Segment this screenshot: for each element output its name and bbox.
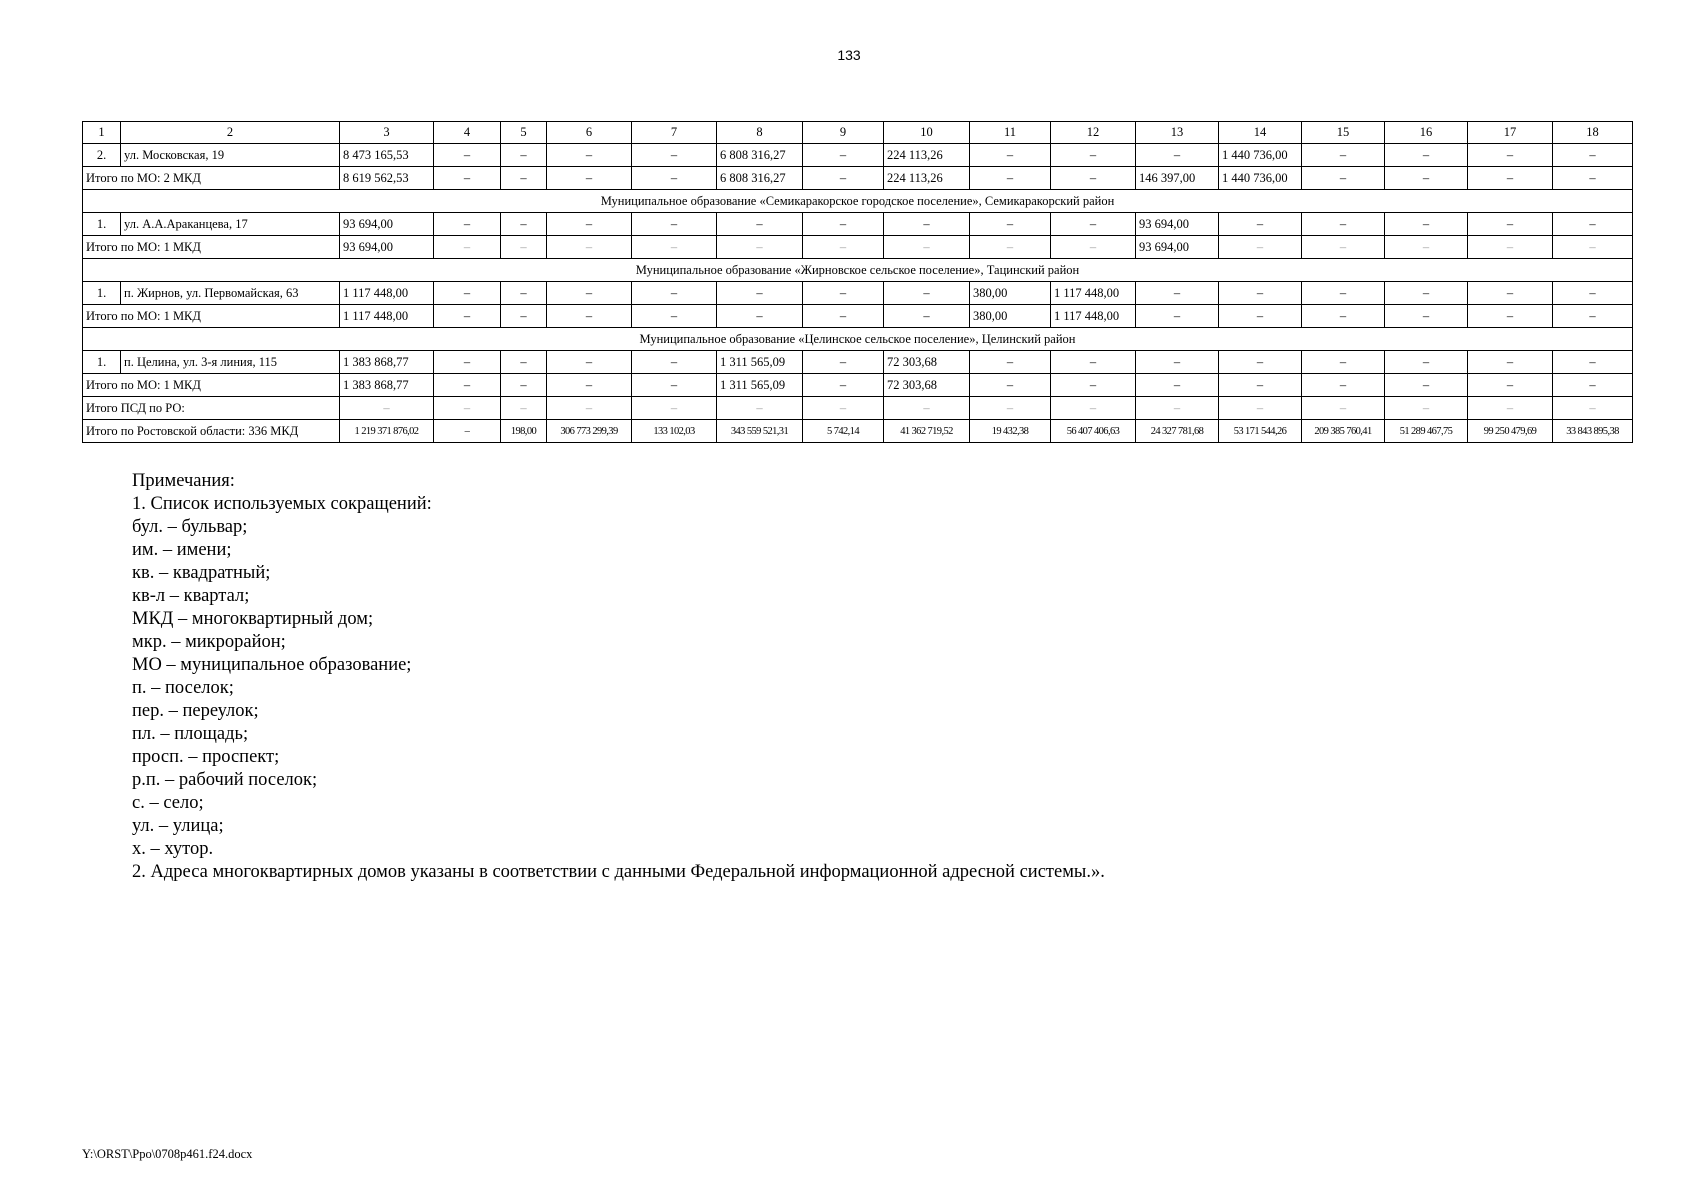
value-cell: – (1219, 236, 1302, 259)
note-line: ул. – улица; (132, 816, 224, 836)
value-cell: – (1385, 213, 1468, 236)
value-cell: – (434, 351, 501, 374)
municipality-name: Муниципальное образование «Целинское сельское поселение», Целинский район (83, 328, 1633, 351)
value-cell: – (632, 236, 717, 259)
value-cell: – (803, 236, 884, 259)
total-row (83, 305, 1633, 328)
value-cell: – (547, 282, 632, 305)
note-line: р.п. – рабочий поселок; (132, 770, 318, 790)
value-cell: – (1302, 374, 1385, 397)
value-cell: – (803, 282, 884, 305)
row-number: 1. (83, 351, 121, 374)
value-cell: 51 289 467,75 (1385, 420, 1468, 443)
value-cell: 1 383 868,77 (340, 351, 434, 374)
value-cell: 53 171 544,26 (1219, 420, 1302, 443)
value-cell: – (1136, 351, 1219, 374)
value-cell: – (340, 397, 434, 420)
value-cell: 8 473 165,53 (340, 144, 434, 167)
value-cell: 1 117 448,00 (340, 282, 434, 305)
value-cell: – (1219, 305, 1302, 328)
column-header: 18 (1553, 122, 1633, 144)
value-cell: 1 219 371 876,02 (340, 420, 434, 443)
value-cell: – (632, 144, 717, 167)
value-cell: – (803, 144, 884, 167)
value-cell: – (547, 144, 632, 167)
total-label: Итого по Ростовской области: 336 МКД (83, 420, 340, 443)
value-cell: 72 303,68 (884, 374, 970, 397)
value-cell: – (1302, 167, 1385, 190)
value-cell: – (1553, 282, 1633, 305)
value-cell: – (1468, 351, 1553, 374)
value-cell: 72 303,68 (884, 351, 970, 374)
note-line: пер. – переулок; (132, 701, 259, 721)
value-cell: – (1468, 213, 1553, 236)
total-row (83, 374, 1633, 397)
municipality-group-row (83, 259, 1633, 282)
value-cell: – (547, 397, 632, 420)
value-cell: – (803, 305, 884, 328)
value-cell: – (1051, 397, 1136, 420)
value-cell: – (1468, 282, 1553, 305)
value-cell: – (434, 144, 501, 167)
value-cell: – (1302, 236, 1385, 259)
value-cell: – (501, 351, 547, 374)
value-cell: – (1385, 236, 1468, 259)
value-cell: – (1553, 236, 1633, 259)
value-cell: – (803, 374, 884, 397)
value-cell: – (970, 351, 1051, 374)
value-cell: – (884, 305, 970, 328)
value-cell: – (434, 397, 501, 420)
value-cell: 1 117 448,00 (1051, 282, 1136, 305)
region-total-row (83, 420, 1633, 443)
value-cell: – (803, 213, 884, 236)
value-cell: 224 113,26 (884, 167, 970, 190)
value-cell: – (434, 282, 501, 305)
value-cell: – (547, 374, 632, 397)
value-cell: – (1553, 213, 1633, 236)
column-header: 1 (83, 122, 121, 144)
value-cell: – (1385, 397, 1468, 420)
value-cell: – (1051, 213, 1136, 236)
total-label: Итого ПСД по РО: (83, 397, 340, 420)
value-cell: 24 327 781,68 (1136, 420, 1219, 443)
value-cell: 146 397,00 (1136, 167, 1219, 190)
value-cell: 6 808 316,27 (717, 144, 803, 167)
value-cell: 99 250 479,69 (1468, 420, 1553, 443)
address-cell: ул. А.А.Араканцева, 17 (121, 213, 340, 236)
note-line: им. – имени; (132, 540, 232, 560)
value-cell: – (970, 397, 1051, 420)
value-cell: – (501, 282, 547, 305)
value-cell: – (1051, 351, 1136, 374)
value-cell: – (1302, 282, 1385, 305)
column-number-header-row (83, 122, 1633, 144)
value-cell: – (1553, 374, 1633, 397)
note-line: пл. – площадь; (132, 724, 249, 744)
value-cell: 1 311 565,09 (717, 351, 803, 374)
value-cell: – (970, 144, 1051, 167)
value-cell: – (501, 397, 547, 420)
value-cell: 380,00 (970, 305, 1051, 328)
value-cell: 93 694,00 (1136, 236, 1219, 259)
value-cell: – (434, 213, 501, 236)
value-cell: – (1553, 351, 1633, 374)
value-cell: – (1051, 236, 1136, 259)
value-cell: – (501, 144, 547, 167)
value-cell: – (434, 167, 501, 190)
value-cell: – (632, 374, 717, 397)
value-cell: 380,00 (970, 282, 1051, 305)
column-header: 12 (1051, 122, 1136, 144)
value-cell: – (1468, 305, 1553, 328)
file-path-footer: Y:\ORST\Ppo\0708p461.f24.docx (82, 1147, 253, 1161)
value-cell: 93 694,00 (340, 213, 434, 236)
column-header: 14 (1219, 122, 1302, 144)
value-cell: – (1136, 397, 1219, 420)
value-cell: – (1468, 144, 1553, 167)
value-cell: 33 843 895,38 (1553, 420, 1633, 443)
value-cell: – (1302, 305, 1385, 328)
value-cell: – (884, 282, 970, 305)
column-header: 13 (1136, 122, 1219, 144)
value-cell: – (1553, 144, 1633, 167)
row-number: 1. (83, 213, 121, 236)
note-line: бул. – бульвар; (132, 517, 248, 537)
value-cell: 93 694,00 (1136, 213, 1219, 236)
total-label: Итого по МО: 1 МКД (83, 305, 340, 328)
value-cell: – (1219, 374, 1302, 397)
data-table (82, 121, 1633, 443)
value-cell: 1 117 448,00 (340, 305, 434, 328)
column-header: 3 (340, 122, 434, 144)
value-cell: – (1385, 374, 1468, 397)
value-cell: – (547, 351, 632, 374)
value-cell: – (1385, 305, 1468, 328)
value-cell: – (434, 236, 501, 259)
value-cell: 198,00 (501, 420, 547, 443)
value-cell: – (632, 213, 717, 236)
value-cell: – (547, 167, 632, 190)
total-row (83, 167, 1633, 190)
value-cell: – (970, 213, 1051, 236)
total-row (83, 236, 1633, 259)
column-header: 9 (803, 122, 884, 144)
value-cell: – (1136, 305, 1219, 328)
value-cell: – (803, 397, 884, 420)
value-cell: – (970, 167, 1051, 190)
value-cell: – (1468, 236, 1553, 259)
value-cell: – (1385, 351, 1468, 374)
value-cell: – (632, 351, 717, 374)
value-cell: – (1051, 374, 1136, 397)
value-cell: – (970, 236, 1051, 259)
value-cell: 41 362 719,52 (884, 420, 970, 443)
value-cell: 19 432,38 (970, 420, 1051, 443)
value-cell: – (1136, 144, 1219, 167)
note-line: просп. – проспект; (132, 747, 280, 767)
value-cell: – (1219, 282, 1302, 305)
value-cell: – (1051, 167, 1136, 190)
value-cell: – (717, 213, 803, 236)
value-cell: 224 113,26 (884, 144, 970, 167)
note-line: 1. Список используемых сокращений: (132, 494, 432, 514)
value-cell: 343 559 521,31 (717, 420, 803, 443)
column-header: 16 (1385, 122, 1468, 144)
value-cell: – (717, 305, 803, 328)
column-header: 8 (717, 122, 803, 144)
value-cell: – (1136, 282, 1219, 305)
value-cell: 209 385 760,41 (1302, 420, 1385, 443)
value-cell: – (1051, 144, 1136, 167)
note-line: МКД – многоквартирный дом; (132, 609, 374, 629)
value-cell: 1 440 736,00 (1219, 144, 1302, 167)
note-line: 2. Адреса многоквартирных домов указаны в соответствии с данными Федеральной информационной адресной системы.». (132, 862, 1105, 882)
table-row (83, 213, 1633, 236)
municipality-name: Муниципальное образование «Жирновское сельское поселение», Тацинский район (83, 259, 1633, 282)
value-cell: – (1553, 397, 1633, 420)
value-cell: – (547, 305, 632, 328)
value-cell: – (970, 374, 1051, 397)
value-cell: – (884, 213, 970, 236)
note-line: п. – поселок; (132, 678, 234, 698)
value-cell: – (632, 397, 717, 420)
value-cell: – (632, 305, 717, 328)
column-header: 11 (970, 122, 1051, 144)
value-cell: – (1136, 374, 1219, 397)
address-cell: ул. Московская, 19 (121, 144, 340, 167)
value-cell: 5 742,14 (803, 420, 884, 443)
value-cell: – (501, 374, 547, 397)
note-line: кв-л – квартал; (132, 586, 250, 606)
value-cell: – (717, 397, 803, 420)
value-cell: – (1219, 351, 1302, 374)
value-cell: – (1468, 397, 1553, 420)
value-cell: – (501, 167, 547, 190)
page-number: 133 (837, 47, 861, 63)
value-cell: 1 383 868,77 (340, 374, 434, 397)
column-header: 7 (632, 122, 717, 144)
column-header: 17 (1468, 122, 1553, 144)
note-line: х. – хутор. (132, 839, 214, 859)
column-header: 6 (547, 122, 632, 144)
value-cell: – (1302, 351, 1385, 374)
value-cell: – (1302, 144, 1385, 167)
value-cell: – (1553, 305, 1633, 328)
value-cell: – (434, 374, 501, 397)
column-header: 5 (501, 122, 547, 144)
column-header: 2 (121, 122, 340, 144)
value-cell: – (547, 236, 632, 259)
note-line: МО – муниципальное образование; (132, 655, 412, 675)
value-cell: – (501, 305, 547, 328)
value-cell: – (1468, 374, 1553, 397)
value-cell: 306 773 299,39 (547, 420, 632, 443)
total-label: Итого по МО: 2 МКД (83, 167, 340, 190)
note-line: с. – село; (132, 793, 204, 813)
value-cell: – (547, 213, 632, 236)
address-cell: п. Жирнов, ул. Первомайская, 63 (121, 282, 340, 305)
value-cell: – (501, 236, 547, 259)
value-cell: – (1219, 213, 1302, 236)
note-line: кв. – квадратный; (132, 563, 271, 583)
value-cell: – (1385, 282, 1468, 305)
row-number: 1. (83, 282, 121, 305)
value-cell: – (1385, 167, 1468, 190)
value-cell: – (501, 213, 547, 236)
municipality-name: Муниципальное образование «Семикаракорское городское поселение», Семикаракорский район (83, 190, 1633, 213)
value-cell: – (884, 236, 970, 259)
value-cell: 6 808 316,27 (717, 167, 803, 190)
municipality-group-row (83, 328, 1633, 351)
value-cell: – (434, 305, 501, 328)
value-cell: 1 117 448,00 (1051, 305, 1136, 328)
value-cell: – (803, 167, 884, 190)
value-cell: – (1468, 167, 1553, 190)
note-line: мкр. – микрорайон; (132, 632, 286, 652)
value-cell: – (1219, 397, 1302, 420)
value-cell: 1 311 565,09 (717, 374, 803, 397)
value-cell: – (1385, 144, 1468, 167)
table-row (83, 282, 1633, 305)
notes-section (132, 470, 1532, 884)
address-cell: п. Целина, ул. 3-я линия, 115 (121, 351, 340, 374)
value-cell: – (717, 236, 803, 259)
column-header: 4 (434, 122, 501, 144)
value-cell: – (1553, 167, 1633, 190)
total-row (83, 397, 1633, 420)
value-cell: – (884, 397, 970, 420)
value-cell: 56 407 406,63 (1051, 420, 1136, 443)
column-header: 15 (1302, 122, 1385, 144)
row-number: 2. (83, 144, 121, 167)
value-cell: – (632, 282, 717, 305)
value-cell: – (632, 167, 717, 190)
column-header: 10 (884, 122, 970, 144)
value-cell: – (1302, 213, 1385, 236)
value-cell: 93 694,00 (340, 236, 434, 259)
value-cell: 8 619 562,53 (340, 167, 434, 190)
value-cell: – (434, 420, 501, 443)
value-cell: – (1302, 397, 1385, 420)
total-label: Итого по МО: 1 МКД (83, 236, 340, 259)
total-label: Итого по МО: 1 МКД (83, 374, 340, 397)
value-cell: 1 440 736,00 (1219, 167, 1302, 190)
value-cell: – (717, 282, 803, 305)
notes-title: Примечания: (132, 471, 235, 491)
value-cell: 133 102,03 (632, 420, 717, 443)
value-cell: – (803, 351, 884, 374)
municipality-group-row (83, 190, 1633, 213)
table-row (83, 144, 1633, 167)
table-row (83, 351, 1633, 374)
